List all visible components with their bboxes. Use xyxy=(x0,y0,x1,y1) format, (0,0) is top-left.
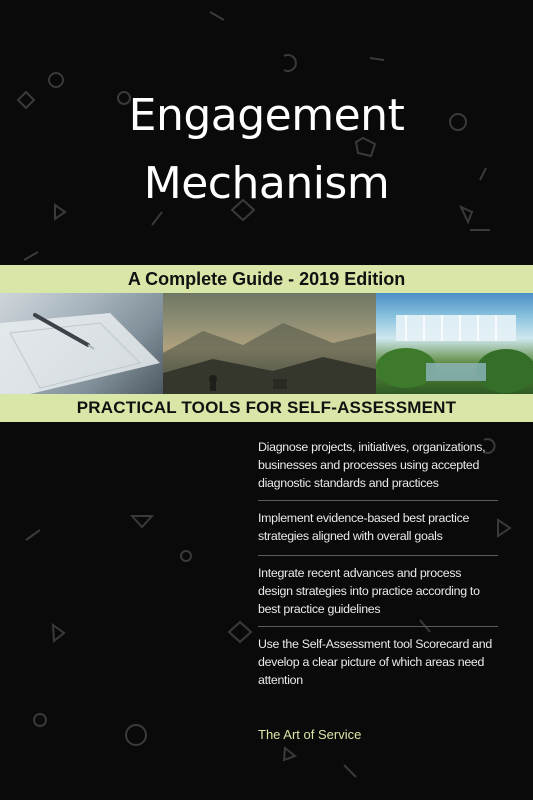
subtitle-band: A Complete Guide - 2019 Edition xyxy=(0,265,533,293)
feature-item: Implement evidence-based best practice strategies aligned with overall goals xyxy=(258,501,498,556)
feature-list xyxy=(258,432,498,697)
notebook-pen-illustration xyxy=(0,293,163,394)
feature-item: Integrate recent advances and process design strategies into practice according to best practice guidelines xyxy=(258,556,498,627)
waterfall-landscape-photo xyxy=(376,293,533,394)
photo-strip xyxy=(0,293,533,394)
mountain-landscape-illustration xyxy=(163,293,376,394)
feature-item: Diagnose projects, initiatives, organizations, businesses and processes using accepted diagnostic standards and practices xyxy=(258,432,498,501)
misty-mountain-hiker-photo xyxy=(163,293,376,394)
feature-item: Use the Self-Assessment tool Scorecard and develop a clear picture of which areas need attention xyxy=(258,637,492,687)
notebook-and-pen-photo xyxy=(0,293,163,394)
book-title-line-1: Engagement xyxy=(128,90,405,141)
tagline-band: PRACTICAL TOOLS FOR SELF-ASSESSMENT xyxy=(0,394,533,422)
waterfall-illustration xyxy=(376,293,533,394)
publisher-name: The Art of Service xyxy=(258,727,362,742)
book-title-line-2: Mechanism xyxy=(143,158,390,209)
